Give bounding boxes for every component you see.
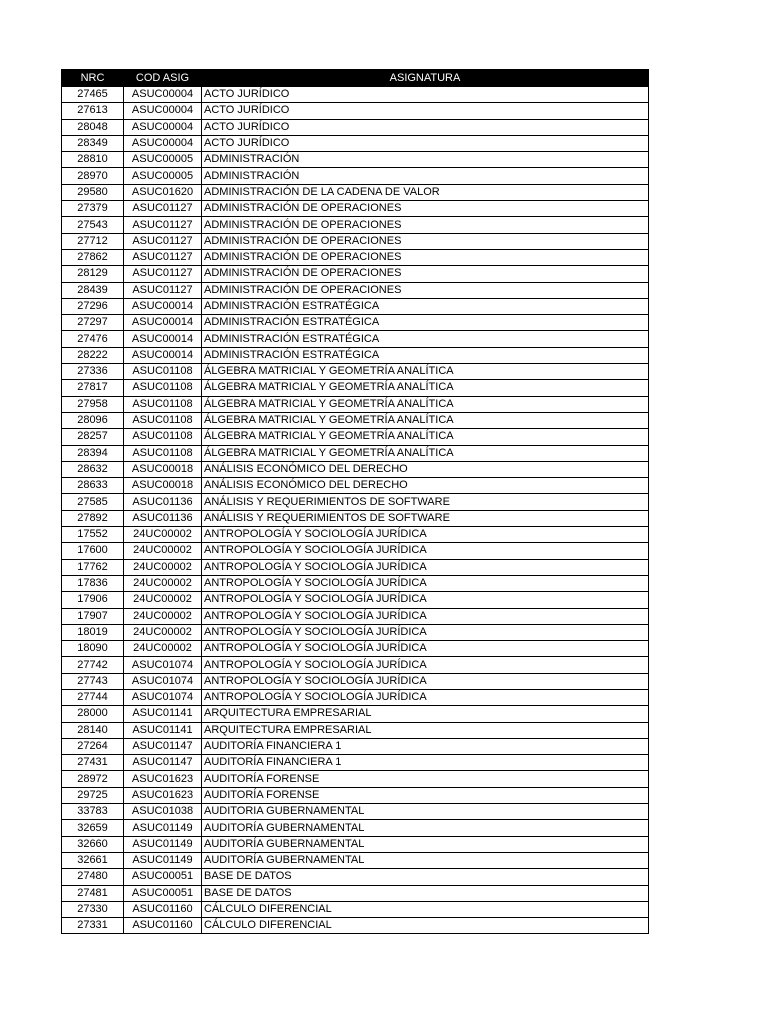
spreadsheet <box>61 69 649 934</box>
cell-asignatura: ANTROPOLOGÍA Y SOCIOLOGÍA JURÍDICA <box>202 527 649 543</box>
cell-asignatura: ADMINISTRACIÓN <box>202 168 649 184</box>
table-row <box>62 331 649 347</box>
cell-cod-asig: ASUC01141 <box>124 706 202 722</box>
cell-asignatura: ANTROPOLOGÍA Y SOCIOLOGÍA JURÍDICA <box>202 592 649 608</box>
cell-asignatura: AUDITORÍA FINANCIERA 1 <box>202 738 649 754</box>
cell-asignatura: ANTROPOLOGÍA Y SOCIOLOGÍA JURÍDICA <box>202 559 649 575</box>
cell-cod-asig: ASUC00004 <box>124 103 202 119</box>
cell-nrc: 29580 <box>62 184 124 200</box>
header-nrc: NRC <box>62 70 124 87</box>
table-row <box>62 494 649 510</box>
cell-nrc: 27476 <box>62 331 124 347</box>
table-row <box>62 820 649 836</box>
table-row <box>62 396 649 412</box>
cell-nrc: 33783 <box>62 804 124 820</box>
cell-asignatura: ACTO JURÍDICO <box>202 87 649 103</box>
table-row <box>62 87 649 103</box>
table-row <box>62 836 649 852</box>
cell-asignatura: ANÁLISIS Y REQUERIMIENTOS DE SOFTWARE <box>202 510 649 526</box>
cell-nrc: 27543 <box>62 217 124 233</box>
cell-cod-asig: ASUC01108 <box>124 412 202 428</box>
cell-asignatura: ANÁLISIS Y REQUERIMIENTOS DE SOFTWARE <box>202 494 649 510</box>
cell-cod-asig: ASUC01623 <box>124 771 202 787</box>
cell-nrc: 27330 <box>62 901 124 917</box>
cell-cod-asig: ASUC00004 <box>124 119 202 135</box>
cell-cod-asig: ASUC00004 <box>124 87 202 103</box>
cell-nrc: 27742 <box>62 657 124 673</box>
cell-nrc: 17552 <box>62 527 124 543</box>
cell-nrc: 32659 <box>62 820 124 836</box>
cell-cod-asig: ASUC00005 <box>124 152 202 168</box>
cell-asignatura: ÁLGEBRA MATRICIAL Y GEOMETRÍA ANALÍTICA <box>202 412 649 428</box>
table-row <box>62 527 649 543</box>
table-row <box>62 380 649 396</box>
cell-cod-asig: ASUC01127 <box>124 201 202 217</box>
table-row <box>62 624 649 640</box>
cell-asignatura: ANTROPOLOGÍA Y SOCIOLOGÍA JURÍDICA <box>202 624 649 640</box>
cell-cod-asig: ASUC00005 <box>124 168 202 184</box>
cell-asignatura: BASE DE DATOS <box>202 869 649 885</box>
cell-nrc: 28257 <box>62 429 124 445</box>
cell-asignatura: ÁLGEBRA MATRICIAL Y GEOMETRÍA ANALÍTICA <box>202 396 649 412</box>
cell-cod-asig: ASUC01074 <box>124 689 202 705</box>
cell-cod-asig: ASUC00051 <box>124 885 202 901</box>
cell-nrc: 27585 <box>62 494 124 510</box>
cell-nrc: 17836 <box>62 575 124 591</box>
table-row <box>62 657 649 673</box>
course-table <box>61 69 649 934</box>
table-row <box>62 641 649 657</box>
cell-asignatura: AUDITORÍA FINANCIERA 1 <box>202 755 649 771</box>
cell-nrc: 32661 <box>62 852 124 868</box>
cell-asignatura: ADMINISTRACIÓN ESTRATÉGICA <box>202 315 649 331</box>
cell-nrc: 27613 <box>62 103 124 119</box>
cell-cod-asig: ASUC00018 <box>124 478 202 494</box>
cell-nrc: 28439 <box>62 282 124 298</box>
table-row <box>62 559 649 575</box>
cell-asignatura: AUDITORÍA GUBERNAMENTAL <box>202 836 649 852</box>
cell-asignatura: CÁLCULO DIFERENCIAL <box>202 901 649 917</box>
cell-asignatura: ANTROPOLOGÍA Y SOCIOLOGÍA JURÍDICA <box>202 641 649 657</box>
table-row <box>62 168 649 184</box>
cell-nrc: 27331 <box>62 918 124 934</box>
header-asignatura: ASIGNATURA <box>202 70 649 87</box>
cell-cod-asig: ASUC00014 <box>124 347 202 363</box>
table-row <box>62 266 649 282</box>
table-row <box>62 722 649 738</box>
cell-cod-asig: ASUC01160 <box>124 901 202 917</box>
table-row <box>62 852 649 868</box>
cell-asignatura: ADMINISTRACIÓN ESTRATÉGICA <box>202 331 649 347</box>
cell-cod-asig: ASUC01108 <box>124 445 202 461</box>
table-row <box>62 347 649 363</box>
table-row <box>62 445 649 461</box>
table-row <box>62 804 649 820</box>
cell-nrc: 28394 <box>62 445 124 461</box>
cell-nrc: 28048 <box>62 119 124 135</box>
cell-nrc: 17762 <box>62 559 124 575</box>
cell-cod-asig: ASUC01147 <box>124 755 202 771</box>
table-row <box>62 282 649 298</box>
cell-cod-asig: ASUC01108 <box>124 364 202 380</box>
cell-nrc: 28633 <box>62 478 124 494</box>
cell-asignatura: ANÁLISIS ECONÓMICO DEL DERECHO <box>202 478 649 494</box>
cell-nrc: 27297 <box>62 315 124 331</box>
table-row <box>62 249 649 265</box>
cell-nrc: 27817 <box>62 380 124 396</box>
cell-cod-asig: ASUC01149 <box>124 820 202 836</box>
cell-asignatura: ANTROPOLOGÍA Y SOCIOLOGÍA JURÍDICA <box>202 608 649 624</box>
table-row <box>62 364 649 380</box>
header-cod-asig: COD ASIG <box>124 70 202 87</box>
table-row <box>62 135 649 151</box>
cell-nrc: 28140 <box>62 722 124 738</box>
cell-asignatura: AUDITORIA GUBERNAMENTAL <box>202 804 649 820</box>
cell-asignatura: ADMINISTRACIÓN DE OPERACIONES <box>202 266 649 282</box>
cell-cod-asig: ASUC01108 <box>124 429 202 445</box>
cell-nrc: 27465 <box>62 87 124 103</box>
table-row <box>62 608 649 624</box>
table-row <box>62 771 649 787</box>
table-row <box>62 315 649 331</box>
cell-asignatura: ANTROPOLOGÍA Y SOCIOLOGÍA JURÍDICA <box>202 657 649 673</box>
cell-asignatura: ANÁLISIS ECONÓMICO DEL DERECHO <box>202 461 649 477</box>
cell-nrc: 27743 <box>62 673 124 689</box>
cell-asignatura: ÁLGEBRA MATRICIAL Y GEOMETRÍA ANALÍTICA <box>202 445 649 461</box>
cell-asignatura: ADMINISTRACIÓN ESTRATÉGICA <box>202 347 649 363</box>
cell-nrc: 27336 <box>62 364 124 380</box>
cell-cod-asig: ASUC01149 <box>124 836 202 852</box>
cell-asignatura: ANTROPOLOGÍA Y SOCIOLOGÍA JURÍDICA <box>202 543 649 559</box>
cell-nrc: 28349 <box>62 135 124 151</box>
cell-asignatura: ÁLGEBRA MATRICIAL Y GEOMETRÍA ANALÍTICA <box>202 380 649 396</box>
cell-nrc: 17600 <box>62 543 124 559</box>
cell-cod-asig: 24UC00002 <box>124 592 202 608</box>
cell-cod-asig: ASUC01127 <box>124 249 202 265</box>
cell-asignatura: ADMINISTRACIÓN DE LA CADENA DE VALOR <box>202 184 649 200</box>
cell-cod-asig: 24UC00002 <box>124 527 202 543</box>
cell-nrc: 27958 <box>62 396 124 412</box>
cell-nrc: 27712 <box>62 233 124 249</box>
table-row <box>62 787 649 803</box>
cell-nrc: 27744 <box>62 689 124 705</box>
cell-nrc: 17907 <box>62 608 124 624</box>
cell-asignatura: ADMINISTRACIÓN ESTRATÉGICA <box>202 298 649 314</box>
cell-nrc: 28810 <box>62 152 124 168</box>
cell-nrc: 18019 <box>62 624 124 640</box>
cell-cod-asig: ASUC01108 <box>124 396 202 412</box>
cell-asignatura: CÁLCULO DIFERENCIAL <box>202 918 649 934</box>
cell-nrc: 27264 <box>62 738 124 754</box>
cell-asignatura: BASE DE DATOS <box>202 885 649 901</box>
table-row <box>62 412 649 428</box>
table-row <box>62 543 649 559</box>
table-row <box>62 184 649 200</box>
cell-cod-asig: ASUC01127 <box>124 233 202 249</box>
table-row <box>62 461 649 477</box>
cell-asignatura: ADMINISTRACIÓN DE OPERACIONES <box>202 282 649 298</box>
cell-cod-asig: ASUC01147 <box>124 738 202 754</box>
cell-asignatura: ANTROPOLOGÍA Y SOCIOLOGÍA JURÍDICA <box>202 689 649 705</box>
cell-asignatura: ADMINISTRACIÓN DE OPERACIONES <box>202 233 649 249</box>
table-row <box>62 869 649 885</box>
cell-nrc: 28096 <box>62 412 124 428</box>
table-row <box>62 201 649 217</box>
cell-cod-asig: ASUC00004 <box>124 135 202 151</box>
table-row <box>62 478 649 494</box>
cell-asignatura: ARQUITECTURA EMPRESARIAL <box>202 722 649 738</box>
cell-nrc: 28970 <box>62 168 124 184</box>
cell-asignatura: ÁLGEBRA MATRICIAL Y GEOMETRÍA ANALÍTICA <box>202 429 649 445</box>
cell-asignatura: ÁLGEBRA MATRICIAL Y GEOMETRÍA ANALÍTICA <box>202 364 649 380</box>
cell-cod-asig: ASUC01620 <box>124 184 202 200</box>
cell-cod-asig: ASUC01108 <box>124 380 202 396</box>
table-row <box>62 429 649 445</box>
cell-asignatura: ACTO JURÍDICO <box>202 119 649 135</box>
table-row <box>62 103 649 119</box>
table-row <box>62 706 649 722</box>
cell-asignatura: ADMINISTRACIÓN <box>202 152 649 168</box>
cell-nrc: 28129 <box>62 266 124 282</box>
table-row <box>62 298 649 314</box>
cell-cod-asig: ASUC01127 <box>124 282 202 298</box>
cell-asignatura: ANTROPOLOGÍA Y SOCIOLOGÍA JURÍDICA <box>202 575 649 591</box>
cell-nrc: 27480 <box>62 869 124 885</box>
table-row <box>62 689 649 705</box>
table-body <box>62 87 649 934</box>
table-row <box>62 510 649 526</box>
table-row <box>62 755 649 771</box>
cell-cod-asig: ASUC01160 <box>124 918 202 934</box>
cell-nrc: 28000 <box>62 706 124 722</box>
cell-cod-asig: ASUC01127 <box>124 266 202 282</box>
cell-nrc: 17906 <box>62 592 124 608</box>
cell-cod-asig: 24UC00002 <box>124 624 202 640</box>
cell-nrc: 28222 <box>62 347 124 363</box>
cell-nrc: 32660 <box>62 836 124 852</box>
cell-nrc: 27892 <box>62 510 124 526</box>
table-header <box>62 70 649 87</box>
cell-cod-asig: 24UC00002 <box>124 559 202 575</box>
table-row <box>62 901 649 917</box>
cell-cod-asig: ASUC00014 <box>124 331 202 347</box>
cell-nrc: 28632 <box>62 461 124 477</box>
cell-asignatura: AUDITORÍA FORENSE <box>202 787 649 803</box>
cell-cod-asig: ASUC00051 <box>124 869 202 885</box>
cell-nrc: 27379 <box>62 201 124 217</box>
table-row <box>62 738 649 754</box>
cell-asignatura: AUDITORÍA FORENSE <box>202 771 649 787</box>
cell-asignatura: ADMINISTRACIÓN DE OPERACIONES <box>202 249 649 265</box>
cell-cod-asig: 24UC00002 <box>124 641 202 657</box>
cell-cod-asig: ASUC01149 <box>124 852 202 868</box>
cell-asignatura: AUDITORÍA GUBERNAMENTAL <box>202 820 649 836</box>
table-row <box>62 885 649 901</box>
cell-cod-asig: ASUC01127 <box>124 217 202 233</box>
table-row <box>62 152 649 168</box>
table-row <box>62 217 649 233</box>
table-row <box>62 119 649 135</box>
cell-nrc: 27296 <box>62 298 124 314</box>
table-row <box>62 233 649 249</box>
cell-asignatura: ARQUITECTURA EMPRESARIAL <box>202 706 649 722</box>
table-row <box>62 592 649 608</box>
cell-nrc: 29725 <box>62 787 124 803</box>
cell-nrc: 27862 <box>62 249 124 265</box>
cell-nrc: 18090 <box>62 641 124 657</box>
cell-cod-asig: ASUC00014 <box>124 315 202 331</box>
table-row <box>62 918 649 934</box>
cell-nrc: 27481 <box>62 885 124 901</box>
cell-asignatura: ACTO JURÍDICO <box>202 135 649 151</box>
cell-cod-asig: ASUC01074 <box>124 657 202 673</box>
cell-asignatura: ANTROPOLOGÍA Y SOCIOLOGÍA JURÍDICA <box>202 673 649 689</box>
cell-nrc: 28972 <box>62 771 124 787</box>
cell-cod-asig: ASUC01136 <box>124 510 202 526</box>
cell-asignatura: ADMINISTRACIÓN DE OPERACIONES <box>202 217 649 233</box>
table-row <box>62 673 649 689</box>
cell-asignatura: ACTO JURÍDICO <box>202 103 649 119</box>
cell-cod-asig: ASUC01141 <box>124 722 202 738</box>
cell-cod-asig: 24UC00002 <box>124 608 202 624</box>
cell-cod-asig: ASUC01623 <box>124 787 202 803</box>
cell-cod-asig: ASUC01136 <box>124 494 202 510</box>
cell-cod-asig: ASUC01038 <box>124 804 202 820</box>
cell-asignatura: AUDITORÍA GUBERNAMENTAL <box>202 852 649 868</box>
cell-nrc: 27431 <box>62 755 124 771</box>
cell-cod-asig: ASUC00014 <box>124 298 202 314</box>
cell-cod-asig: ASUC00018 <box>124 461 202 477</box>
header-row <box>62 70 649 87</box>
cell-cod-asig: 24UC00002 <box>124 575 202 591</box>
cell-cod-asig: 24UC00002 <box>124 543 202 559</box>
table-row <box>62 575 649 591</box>
cell-asignatura: ADMINISTRACIÓN DE OPERACIONES <box>202 201 649 217</box>
cell-cod-asig: ASUC01074 <box>124 673 202 689</box>
